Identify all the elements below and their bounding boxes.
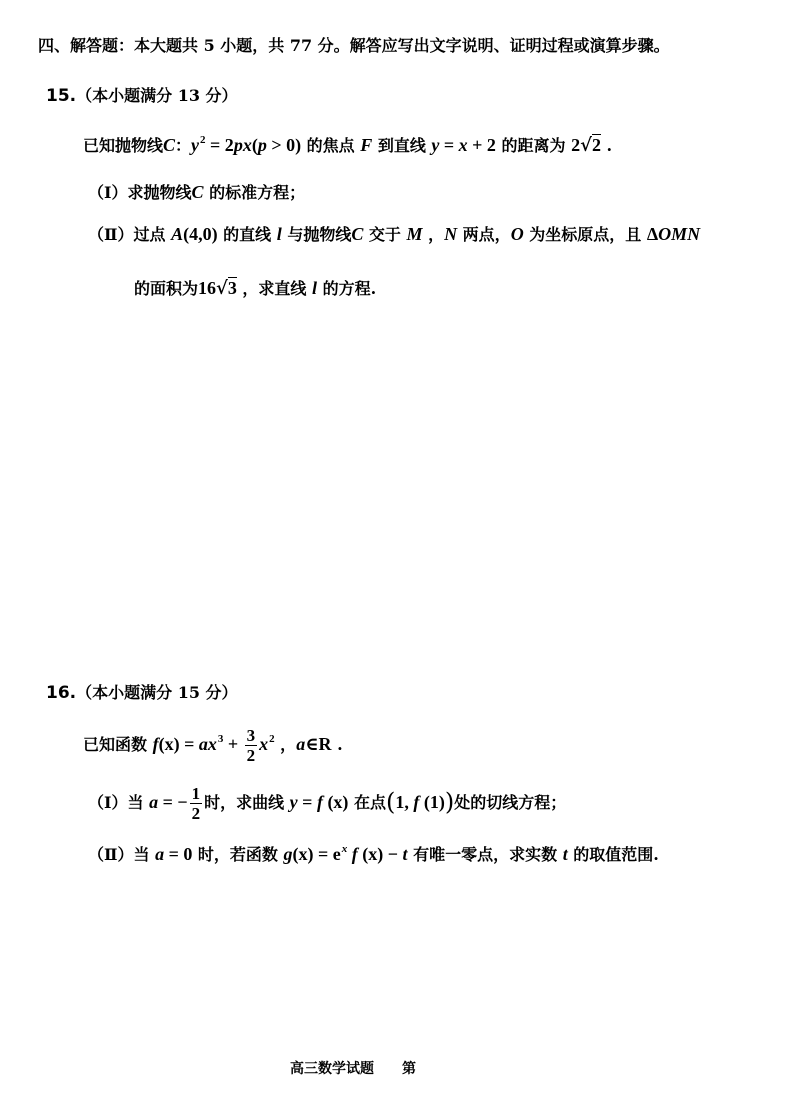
footer-title: 高三数学试题 <box>290 1061 374 1077</box>
math-var: p <box>257 135 267 155</box>
math-var: a <box>296 734 306 754</box>
part-text: 时，求曲线 <box>204 793 290 812</box>
math-text: = − <box>158 792 188 812</box>
math-exponent: 2 <box>200 134 206 146</box>
math-text: 1, <box>395 792 414 812</box>
part-label: （Ⅰ） <box>88 183 128 202</box>
math-text: (x) <box>158 734 180 754</box>
sqrt-sign: √ <box>216 278 228 299</box>
fraction-numerator: 1 <box>191 784 201 803</box>
stem-text: 到直线 <box>372 136 432 155</box>
stem-text: 已知抛物线 <box>83 136 164 155</box>
math-var: OMN <box>658 224 701 244</box>
sqrt-radicand: 3 <box>227 278 237 298</box>
math-text: = e <box>313 844 341 864</box>
math-exponent: 2 <box>269 733 275 745</box>
part-label: （Ⅰ） <box>88 793 128 812</box>
part-text: ， <box>422 225 445 244</box>
problem-points: （本小题满分 15 分） <box>76 683 238 702</box>
problem-15-part-2 <box>88 224 700 245</box>
sqrt-sign: √ <box>580 135 592 156</box>
problem-15-stem <box>83 135 612 158</box>
math-var: A <box>171 224 184 244</box>
stem-text: 已知函数 <box>83 735 153 754</box>
math-var: M <box>406 224 423 244</box>
fraction <box>190 784 203 823</box>
part-text: 当 <box>127 793 150 812</box>
part-text: 处的切线方程； <box>454 793 567 812</box>
part-label: （Ⅱ） <box>88 845 134 864</box>
part-text: 的直线 <box>217 225 277 244</box>
math-var: y <box>191 135 200 155</box>
math-text: = 0 <box>164 844 193 864</box>
real-numbers-symbol: R <box>318 734 332 754</box>
math-var: x <box>458 135 468 155</box>
math-text: 16 <box>198 278 217 298</box>
problem-16-part-2 <box>88 844 659 867</box>
math-text: (x) <box>322 792 349 812</box>
triangle-symbol: Δ <box>646 224 659 244</box>
math-text: = <box>439 135 459 155</box>
math-exponent: 3 <box>217 733 224 745</box>
part-text: 的标准方程； <box>203 183 306 202</box>
part-text: 的方程. <box>317 279 377 298</box>
problem-16-stem <box>83 722 343 769</box>
problem-15-part-1 <box>88 182 305 203</box>
part-text: 时，若函数 <box>192 845 284 864</box>
problem-15-header <box>46 86 238 106</box>
math-var: l <box>312 278 318 298</box>
math-var: C <box>351 224 364 244</box>
math-var: O <box>510 224 524 244</box>
math-var: px <box>233 135 252 155</box>
stem-text: ， <box>274 735 297 754</box>
math-var: x <box>207 734 217 754</box>
math-var: C <box>191 182 204 202</box>
part-text: 为坐标原点，且 <box>523 225 647 244</box>
footer-page-word: 第 <box>402 1061 416 1077</box>
math-var: a <box>198 734 208 754</box>
math-text: = <box>179 734 199 754</box>
math-var: f <box>152 734 159 754</box>
problem-number-dot: . <box>69 86 77 106</box>
math-var: t <box>562 844 568 864</box>
math-text: ( <box>251 135 258 155</box>
big-paren-right: ) <box>444 788 455 816</box>
part-text: 在点 <box>348 793 387 812</box>
math-text: ∈ <box>305 734 319 754</box>
math-var: a <box>149 792 159 812</box>
math-text: = 2 <box>205 135 234 155</box>
big-paren-left: ( <box>386 788 396 816</box>
math-text: > 0) <box>266 135 302 155</box>
math-var: a <box>155 844 165 864</box>
part-text: 的取值范围. <box>567 845 659 864</box>
stem-text: ： <box>175 136 192 155</box>
math-var: C <box>163 135 176 155</box>
math-exponent: x <box>341 843 348 855</box>
part-text: 两点， <box>457 225 511 244</box>
math-var: f <box>316 792 323 812</box>
math-var: N <box>444 224 458 244</box>
math-var: y <box>289 792 298 812</box>
part-text: 交于 <box>363 225 407 244</box>
problem-number-dot: . <box>69 683 77 703</box>
part-text: 过点 <box>133 225 172 244</box>
math-text: (x) <box>292 844 314 864</box>
fraction-numerator: 3 <box>246 726 256 745</box>
fraction <box>245 726 258 765</box>
stem-text: . <box>600 136 613 155</box>
math-text: − <box>383 844 403 864</box>
math-text: (1) <box>419 792 445 812</box>
fraction-denominator: 2 <box>246 746 256 765</box>
part-text: ，求直线 <box>236 279 313 298</box>
fraction-denominator: 2 <box>191 804 201 823</box>
problem-16-header <box>46 683 238 703</box>
part-text: 的面积为 <box>134 279 199 298</box>
math-text: (4,0) <box>183 224 218 244</box>
problem-15-part-2-cont <box>134 278 376 299</box>
math-text: + 2 <box>467 135 496 155</box>
problem-number: 16 <box>46 683 70 703</box>
section-heading: 四、解答题：本大题共 5 小题，共 77 分。解答应写出文字说明、证明过程或演算步骤。 <box>38 36 670 55</box>
math-var: t <box>402 844 408 864</box>
math-var: x <box>259 734 269 754</box>
problem-16-part-1 <box>88 780 566 825</box>
problem-points: （本小题满分 13 分） <box>76 86 238 105</box>
math-var: f <box>413 792 420 812</box>
stem-text: 的焦点 <box>301 136 361 155</box>
math-var: l <box>276 224 282 244</box>
math-var: f <box>347 844 358 864</box>
stem-text: . <box>331 735 343 754</box>
math-text: (x) <box>357 844 384 864</box>
problem-number: 15 <box>46 86 70 106</box>
part-label: （Ⅱ） <box>88 225 134 244</box>
part-text: 求抛物线 <box>127 183 192 202</box>
math-text: + <box>223 734 243 754</box>
math-var: y <box>431 135 440 155</box>
stem-text: 的距离为 <box>495 136 572 155</box>
math-text: 2 <box>571 135 581 155</box>
math-text: = <box>297 792 317 812</box>
sqrt-radicand: 2 <box>591 135 601 155</box>
part-text: 当 <box>133 845 156 864</box>
page-footer <box>290 1058 416 1078</box>
part-text: 有唯一零点，求实数 <box>407 845 563 864</box>
part-text: 与抛物线 <box>281 225 352 244</box>
math-var: F <box>360 135 373 155</box>
math-var: g <box>283 844 293 864</box>
